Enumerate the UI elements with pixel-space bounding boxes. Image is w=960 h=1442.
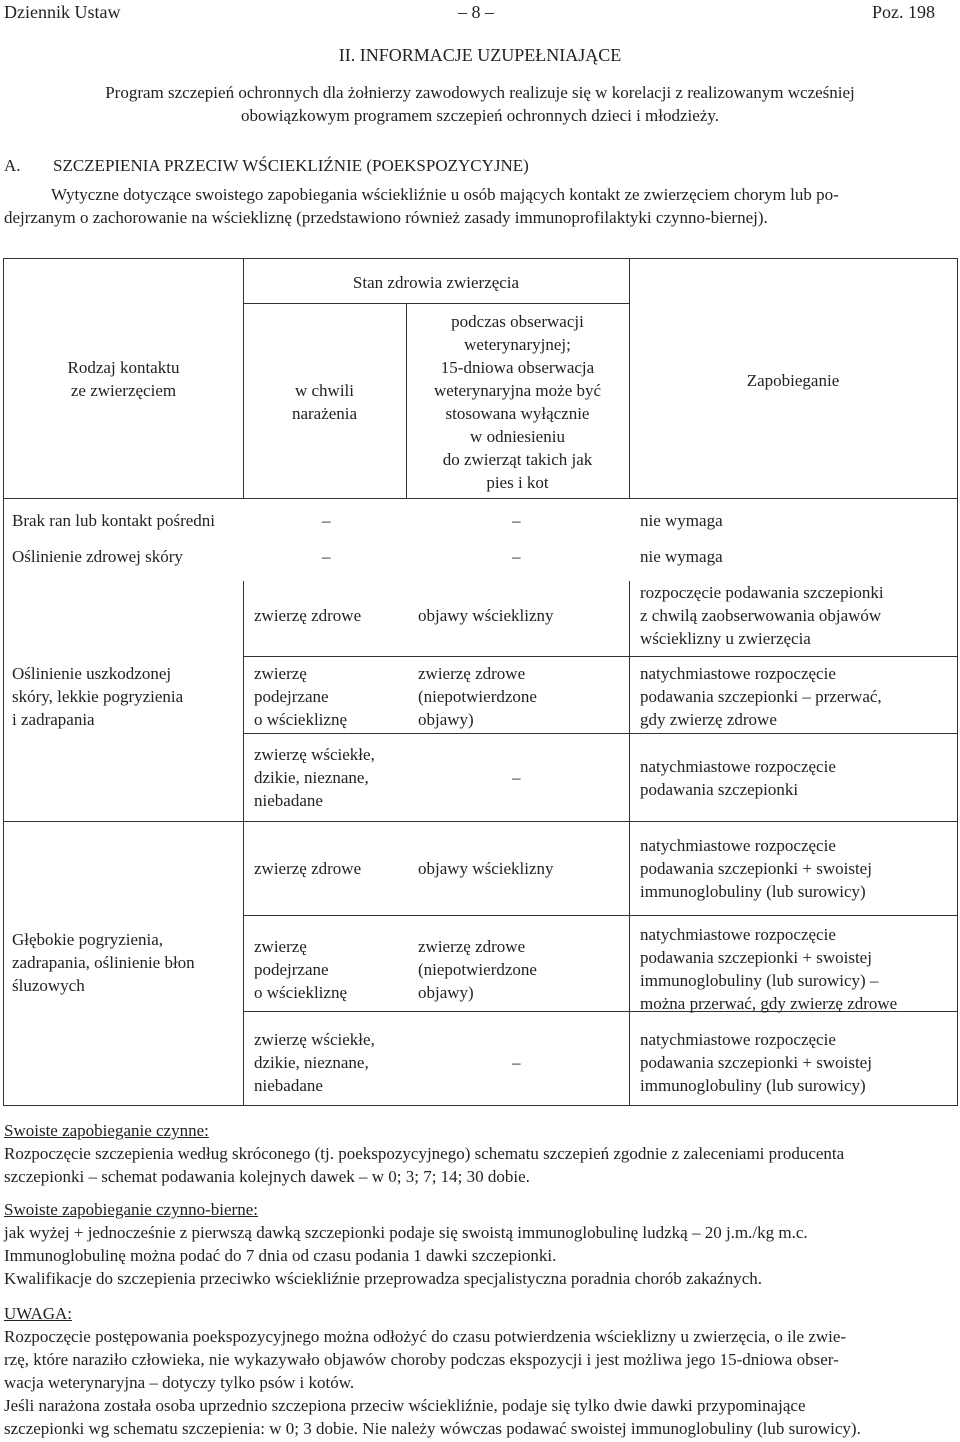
row-observation: objawy wścieklizny <box>418 859 554 878</box>
intro-paragraph: Program szczepień ochronnych dla żołnierzy zawodowych realizuje się w korelacji z realizowanym wcześniej obowiązkowym programem szczepień ochronnych dzieci i młodzieży. <box>105 83 855 125</box>
row-at-exposure: – <box>322 511 331 530</box>
row-observation: zwierzę zdrowe (niepotwierdzone objawy) <box>418 937 537 1002</box>
header-during-observation: podczas obserwacji weterynaryjnej; 15-dniowa obserwacja weterynaryjna może być stosowana wyłącznie w odniesieniu do zwierząt takich jak pies i kot <box>433 312 602 492</box>
warning-line-5: szczepionki wg schematu szczepienia: w 0; 3 dobie. Nie należy wówczas podawać swoistej immunoglobuliny (lub surowicy). <box>4 1419 861 1438</box>
header-contact-type: Rodzaj kontaktu ze zwierzęciem <box>67 358 180 400</box>
header-at-exposure: w chwili narażenia <box>291 381 358 423</box>
row-at-exposure: zwierzę podejrzane o wściekliznę <box>254 664 347 729</box>
row-contact: Brak ran lub kontakt pośredni <box>12 511 216 530</box>
row-observation: objawy wścieklizny <box>418 606 554 625</box>
guidelines-line-2: dejrzanym o zachorowanie na wściekliznę (przedstawiono również zasady immunoprofilaktyki czynno-biernej). <box>4 208 768 227</box>
position-number: Poz. 198 <box>872 2 935 22</box>
grid-line <box>243 656 957 657</box>
warning-line-4: Jeśli narażona została osoba uprzednio szczepiona przeciw wściekliźnie, podaje się tylko dwie dawki przypominające <box>4 1396 806 1415</box>
heading-a-text: SZCZEPIENIA PRZECIW WŚCIEKLIŹNIE (POEKSPOZYCYJNE) <box>53 156 529 175</box>
row-at-exposure: zwierzę wściekłe, dzikie, nieznane, niebadane <box>254 745 375 810</box>
heading-a-number: A. <box>4 156 21 175</box>
header-animal-state: Stan zdrowia zwierzęcia <box>352 273 520 292</box>
grid-line <box>629 581 630 1106</box>
row-prevention: natychmiastowe rozpoczęcie podawania szczepionki + swoistej immunoglobuliny (lub surowicy) <box>640 1030 872 1095</box>
page-number: – 8 – <box>458 2 494 22</box>
passive-prevention-line-1: jak wyżej + jednocześnie z pierwszą dawką szczepionki podaje się swoistą immunoglobulinę ludzką – 20 j.m./kg m.c. <box>4 1223 808 1242</box>
row-observation: – <box>512 1053 521 1072</box>
passive-prevention-line-2: Immunoglobulinę można podać do 7 dnia od czasu podania 1 dawki szczepionki. <box>4 1246 557 1265</box>
row-prevention: nie wymaga <box>640 511 723 530</box>
grid-line <box>243 733 957 734</box>
warning-line-1: Rozpoczęcie postępowania poekspozycyjnego można odłożyć do czasu potwierdzenia wścieklizny u zwierzęcia, o ile zwie- <box>4 1327 847 1346</box>
guidelines-line-1: Wytyczne dotyczące swoistego zapobiegania wściekliźnie u osób mających kontakt ze zwierzęciem chorym lub po- <box>51 185 839 204</box>
heading-a <box>4 156 529 176</box>
passive-prevention-title: Swoiste zapobieganie czynno-bierne: <box>4 1200 258 1219</box>
row-prevention: natychmiastowe rozpoczęcie podawania szczepionki + swoistej immunoglobuliny (lub surowicy) – można przerwać, gdy zwierzę zdrowe <box>640 925 898 1013</box>
row-at-exposure: – <box>322 547 331 566</box>
warning-title: UWAGA: <box>4 1304 72 1323</box>
row-contact: Oślinienie zdrowej skóry <box>12 547 183 566</box>
guidelines-paragraph <box>4 183 956 229</box>
active-prevention-line-1: Rozpoczęcie szczepienia według skróconego (tj. poekspozycyjnego) schematu szczepień zgodnie z zaleceniami producenta <box>4 1144 845 1163</box>
row-observation: – <box>512 547 521 566</box>
row-prevention: natychmiastowe rozpoczęcie podawania szczepionki – przerwać, gdy zwierzę zdrowe <box>640 664 882 729</box>
row-at-exposure: zwierzę zdrowe <box>254 859 362 878</box>
row-observation: – <box>512 768 521 787</box>
grid-line <box>243 915 957 916</box>
row-at-exposure: zwierzę podejrzane o wściekliznę <box>254 937 347 1002</box>
row-prevention: nie wymaga <box>640 547 723 566</box>
row-prevention: natychmiastowe rozpoczęcie podawania szczepionki <box>640 757 836 799</box>
row-at-exposure: zwierzę zdrowe <box>254 606 362 625</box>
row-observation: zwierzę zdrowe (niepotwierdzone objawy) <box>418 664 537 729</box>
row-observation: – <box>512 511 521 530</box>
group-contact: Głębokie pogryzienia, zadrapania, oślinienie błon śluzowych <box>12 930 195 995</box>
grid-line <box>4 821 957 822</box>
passive-prevention-note <box>4 1198 955 1290</box>
active-prevention-line-2: szczepionki – schemat podawania kolejnych dawek – w 0; 3; 7; 14; 30 dobie. <box>4 1167 530 1186</box>
row-prevention: rozpoczęcie podawania szczepionki z chwilą zaobserwowania objawów wścieklizny u zwierzęcia <box>640 583 884 648</box>
grid-line <box>4 498 957 499</box>
warning-line-2: rzę, które naraziło człowieka, nie wykazywało objawów choroby podczas ekspozycji i jest możliwa jego 15-dniowa obser- <box>4 1350 839 1369</box>
row-at-exposure: zwierzę wściekłe, dzikie, nieznane, niebadane <box>254 1030 375 1095</box>
row-prevention: natychmiastowe rozpoczęcie podawania szczepionki + swoistej immunoglobuliny (lub surowicy) <box>640 836 872 901</box>
journal-name: Dziennik Ustaw <box>4 2 121 22</box>
passive-prevention-line-3: Kwalifikacje do szczepienia przeciwko wściekliźnie przeprowadza specjalistyczna poradnia chorób zakaźnych. <box>4 1269 763 1288</box>
warning-note <box>4 1302 955 1440</box>
grid-line <box>243 581 244 1106</box>
group-contact: Oślinienie uszkodzonej skóry, lekkie pogryzienia i zadrapania <box>12 664 184 729</box>
section-title: II. INFORMACJE UZUPEŁNIAJĄCE <box>338 45 622 65</box>
header-prevention: Zapobieganie <box>746 371 840 390</box>
active-prevention-note <box>4 1119 955 1188</box>
rabies-prevention-table <box>3 258 958 1106</box>
grid-line <box>243 303 629 304</box>
warning-line-3: wacja weterynaryjna – dotyczy tylko psów i kotów. <box>4 1373 355 1392</box>
active-prevention-title: Swoiste zapobieganie czynne: <box>4 1121 209 1140</box>
